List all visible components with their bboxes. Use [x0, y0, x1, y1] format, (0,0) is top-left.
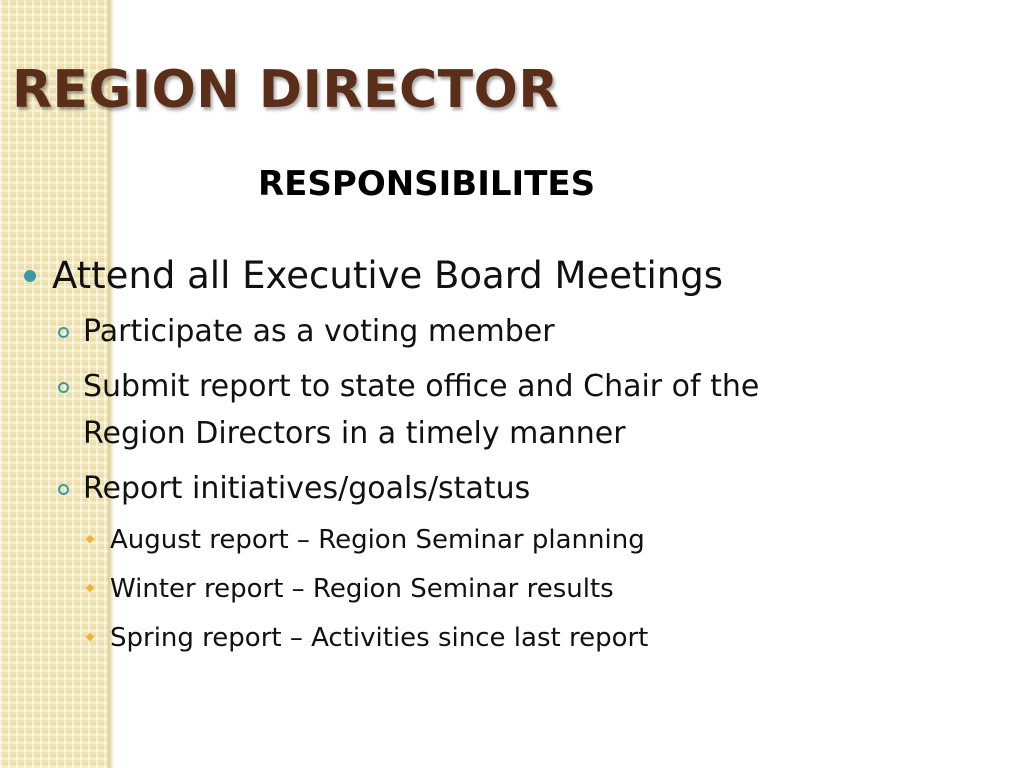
list-item-level3 — [0, 618, 1000, 658]
filled-circle-bullet-icon — [24, 270, 36, 282]
list-item-level1 — [0, 250, 1000, 302]
list-item-level2 — [0, 363, 843, 457]
list-item-text: Report initiatives/goals/status — [83, 471, 531, 506]
list-item-level2 — [0, 465, 843, 512]
hollow-circle-bullet-icon — [58, 382, 69, 393]
hollow-circle-bullet-icon — [58, 484, 69, 495]
slide-subheading: RESPONSIBILITES — [258, 164, 596, 204]
list-item-level2 — [0, 308, 843, 355]
list-item-text: August report – Region Seminar planning — [110, 525, 645, 555]
list-item-text: Spring report – Activities since last report — [110, 623, 649, 653]
list-item-level3 — [0, 569, 1000, 609]
list-item-text: Submit report to state office and Chair of the Region Directors in a timely manner — [83, 369, 760, 451]
list-item-text: Participate as a voting member — [83, 314, 555, 349]
small-diamond-bullet-icon — [86, 633, 94, 641]
slide-title: REGION DIRECTOR — [12, 60, 559, 120]
list-item-text: Attend all Executive Board Meetings — [52, 254, 723, 297]
hollow-circle-bullet-icon — [58, 327, 69, 338]
list-item-level3 — [0, 520, 1000, 560]
list-item-text: Winter report – Region Seminar results — [110, 574, 614, 604]
bullet-list — [0, 250, 1000, 667]
small-diamond-bullet-icon — [86, 535, 94, 543]
small-diamond-bullet-icon — [86, 584, 94, 592]
